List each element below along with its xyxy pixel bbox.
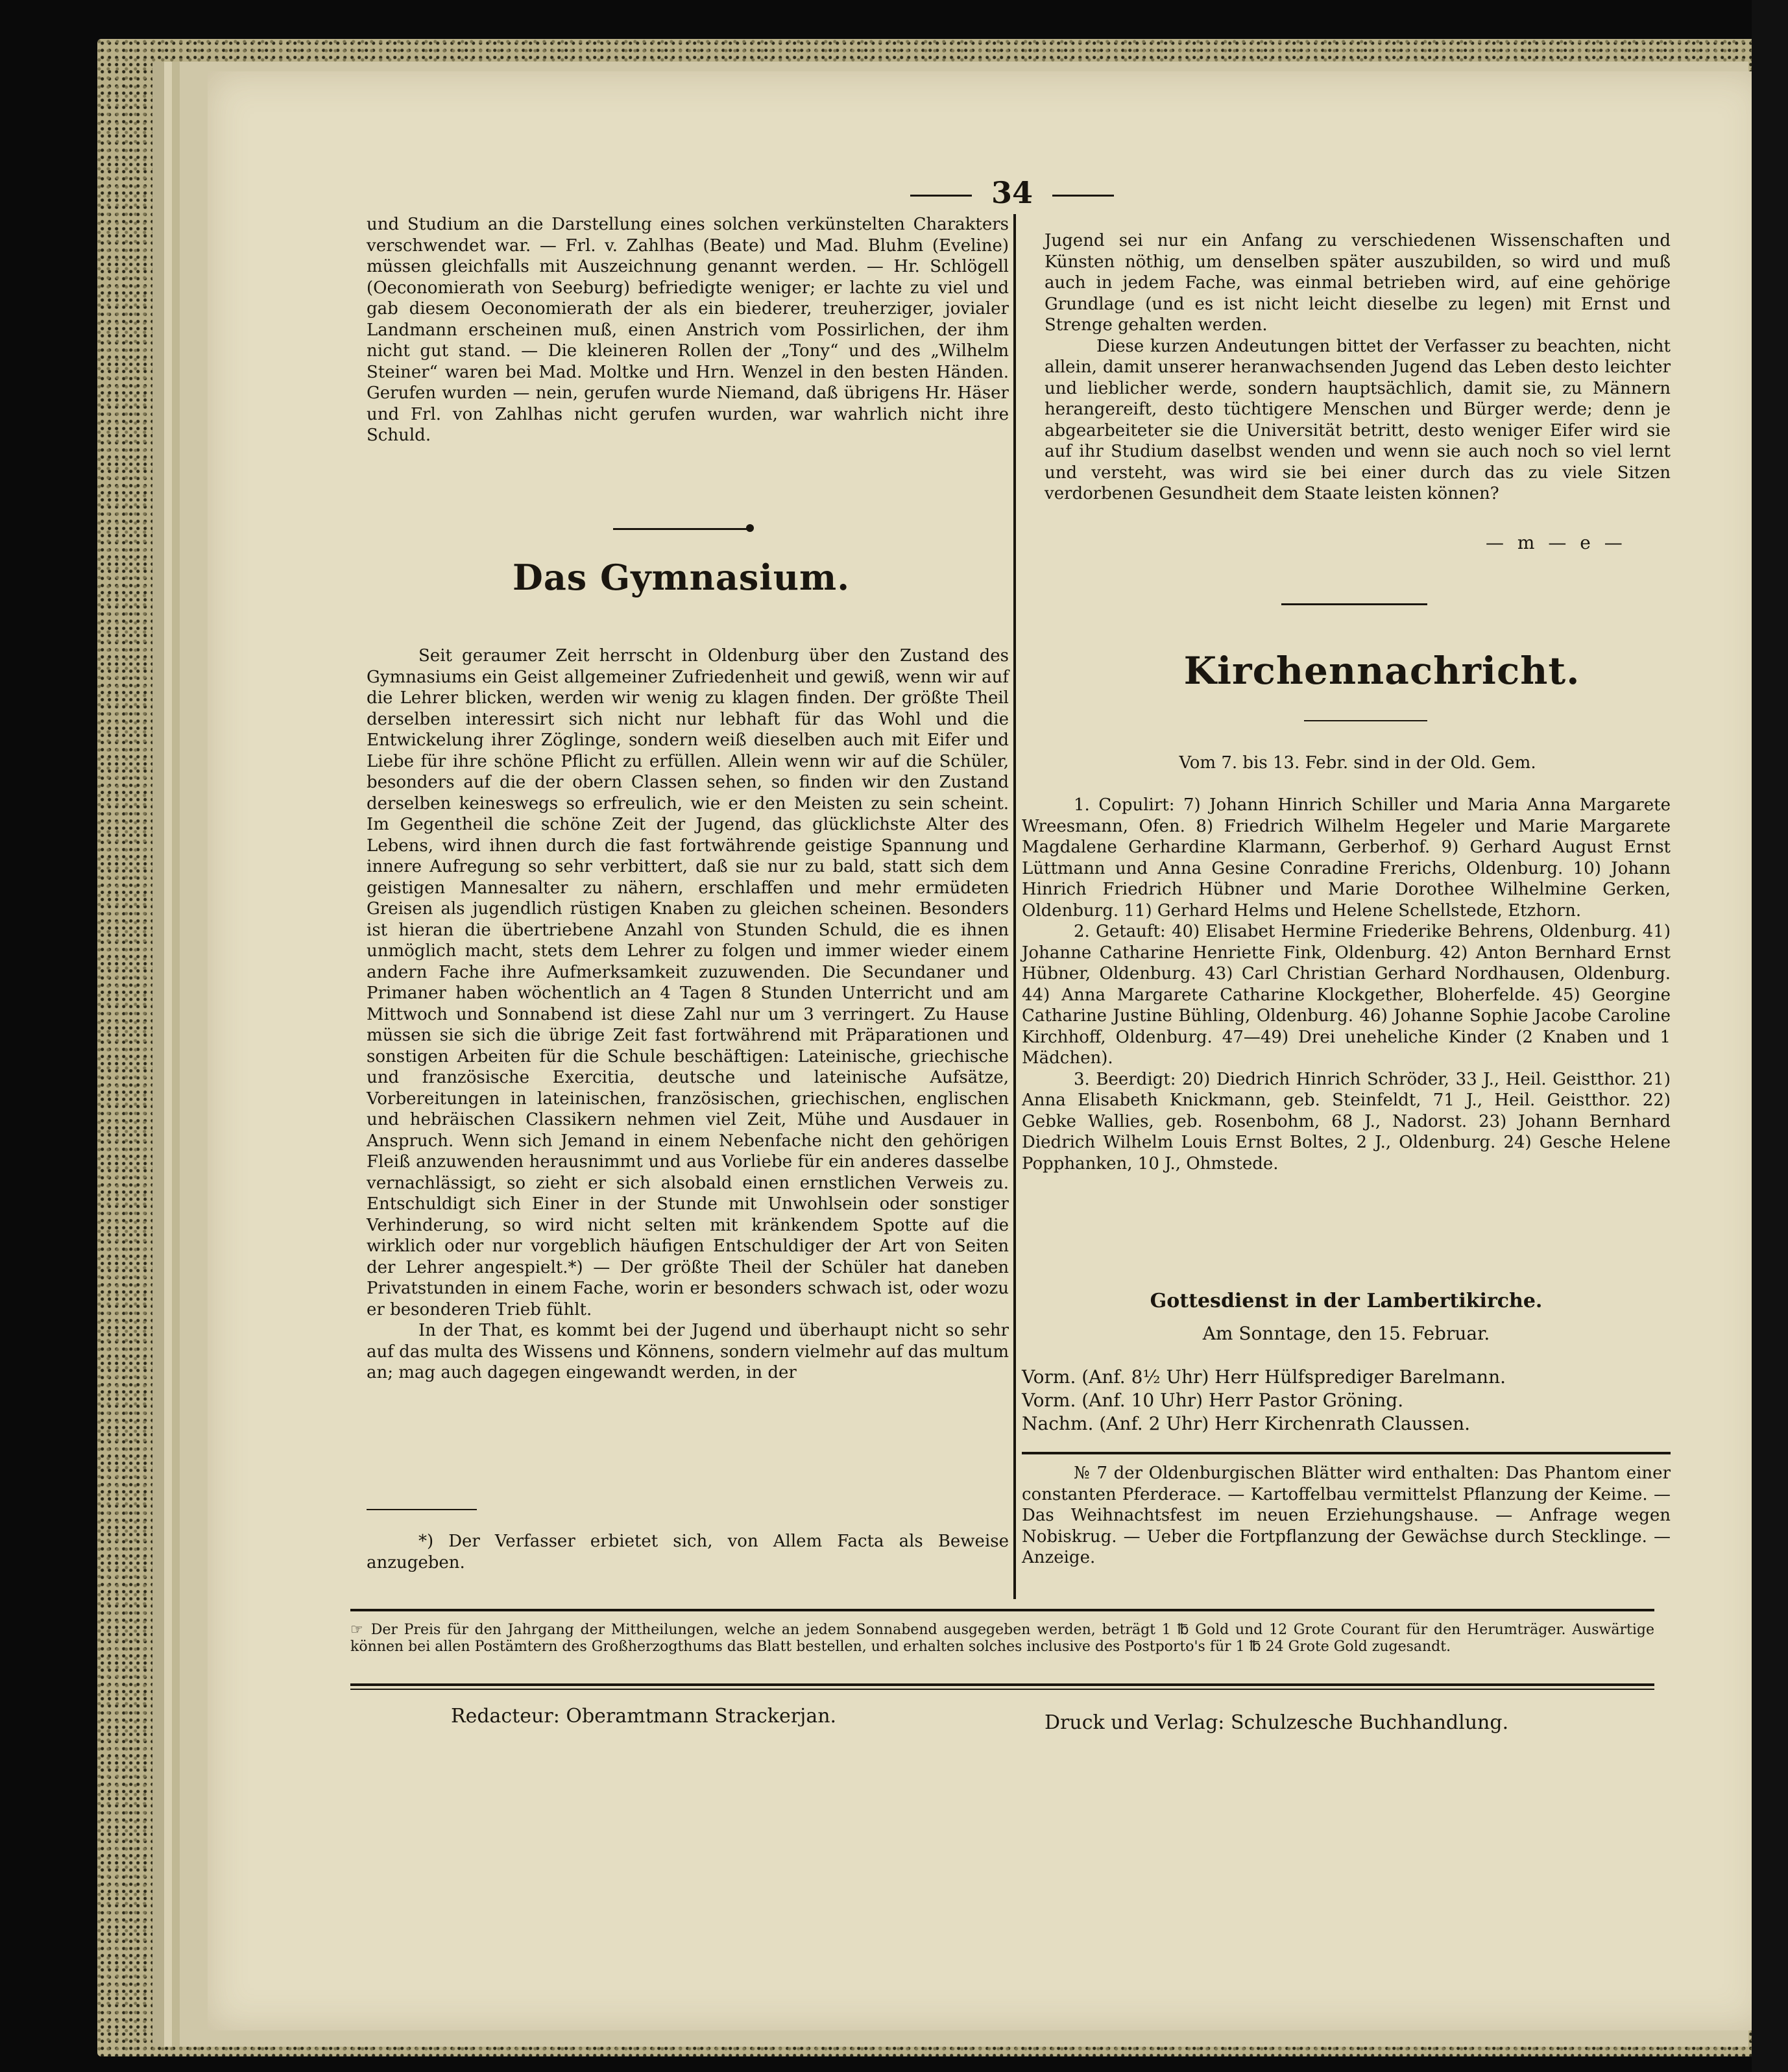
dash-left — [910, 195, 972, 197]
column-divider — [1013, 214, 1016, 1599]
gottesdienst-date: Am Sonntage, den 15. Februar. — [1202, 1323, 1490, 1344]
service-3: Nachm. (Anf. 2 Uhr) Herr Kirchenrath Claussen. — [1022, 1413, 1471, 1434]
gymnasium-paragraph-3: Diese kurzen Andeutungen bittet der Verfasser zu beachten, nicht allein, damit unserer heranwachsenden Jugend das Leben desto leichter und lieblicher werde, sondern hauptsächlich, damit sie, zu Männern herangereift, desto tüchtigere Menschen und Bürger werde; denn je abgearbeiteter sie die Universität betritt, desto weniger Eifer wird sie auf ihr Studium daselbst wenden und wenn sie auch noch so viel lernt und versteht, was wird sie bei einer durch das zu viele Sitzen verdorbenen Gesundheit dem Staate leisten können? — [1045, 336, 1671, 503]
gymnasium-paragraph-1: Seit geraumer Zeit herrscht in Oldenburg über den Zustand des Gymnasiums ein Geist allgemeiner Zufriedenheit und gewiß, wenn wir auf die Lehrer blicken, werden wir wenig zu klagen finden. Der größte Theil derselben interessirt sich nicht nur lebhaft für das Wohl und die Entwickelung ihrer Zöglinge, sondern weiß dieselben auch mit Eifer und Liebe für ihre schöne Pflicht zu erfüllen. Allein wenn wir auf die Schüler, besonders auf die der obern Classen sehen, so finden wir den Zustand derselben keineswegs so erfreulich, wie er den Meisten zu sein scheint. Im Gegentheil die schöne Zeit der Jugend, das glücklichste Alter des Lebens, wird ihnen durch die fast fortwährende geistige Spannung und innere Aufregung so sehr verbittert, daß sie nur zu bald, statt sich dem geistigen Mannesalter zu nähern, erschlaffen und mehr ermüdeten Greisen als jugendlich rüstigen Knaben zu gleichen scheinen. Besonders ist hieran die übertriebene Anzahl von Stunden Schuld, die es ihnen unmöglich macht, stets dem Lehrer zu folgen und immer wieder einem andern Fache ihre Aufmerksamkeit zuzuwenden. Die Secundaner und Primaner haben wöchentlich an 4 Tagen 8 Stunden Unterricht und am Mittwoch und Sonnabend ist diese Zahl nur um 3 verringert. Zu Hause müssen sie sich die übrige Zeit fast fortwährend mit Präparationen und sonstigen Arbeiten für die Schule beschäftigen: Lateinische, griechische und französische Exercitia, deutsche und lateinische Aufsätze, Vorbereitungen in lateinischen, französischen, griechischen, englischen und hebräischen Classikern nehmen viel Zeit, Mühe und Ausdauer in Anspruch. Wenn sich Jemand in einem Nebenfache nicht den gehörigen Fleiß anzuwenden herausnimmt und aus Vorliebe für ein anderes dasselbe vernachlässigt, so zieht er sich alsobald einen ernstlichen Verweis zu. Entschuldigt sich Einer in der Stunde mit Unwohlsein oder sonstiger Verhinderung, so wird nicht selten mit kränkendem Spotte auf die wirklich oder nur vorgeblich häufigen Entschuldiger der Art von Seiten der Lehrer angespielt.*) — Der größte Theil der Schüler hat daneben Privatstunden in einem Fache, worin er besonders schwach ist, oder wozu er besonderen Trieb fühlt. — [367, 646, 1009, 1319]
footnote-text: *) Der Verfasser erbietet sich, von Allem Facta als Beweise anzugeben. — [367, 1532, 1009, 1572]
kirchen-entries — [1022, 795, 1671, 1174]
gottesdienst-title: Gottesdienst in der Lambertikirche. — [1150, 1290, 1543, 1312]
theatre-review-end — [367, 214, 1009, 446]
getauft-entry: 2. Getauft: 40) Elisabet Hermine Friederike Behrens, Oldenburg. 41) Johanne Catharine Henriette Fink, Oldenburg. 42) Anton Bernhard Ernst Hübner, Oldenburg. 43) Carl Christian Gerhard Nordhausen, Oldenburg. 44) Anna Margarete Catharine Klockgether, Bloherfelde. 45) Georgine Catharine Justine Bühling, Oldenburg. 46) Johanne Sophie Jacobe Caroline Kirchhoff, Oldenburg. 47—49) Drei uneheliche Kinder (2 Knaben und 1 Mädchen). — [1022, 922, 1671, 1068]
gymnasium-continuation-text: Jugend sei nur ein Anfang zu verschiedenen Wissenschaften und Künsten nöthig, um denselben später auszubilden, so wird und muß auch in jedem Fache, was einmal betrieben wird, auf eine gehörige Grundlage (und es ist nicht leicht dieselbe zu legen) mit Ernst und Strenge gehalten werden. — [1045, 231, 1671, 335]
copulirt-entry: 1. Copulirt: 7) Johann Hinrich Schiller und Maria Anna Margarete Wreesmann, Ofen. 8) Friedrich Wilhelm Hegeler und Marie Margarete Magdalene Gerhardine Klarmann, Gerberhof. 9) Gerhard August Ernst Lüttmann und Anna Gesine Conradine Frerichs, Oldenburg. 10) Johann Hinrich Friedrich Hübner und Marie Dorothee Wilhelmine Gerken, Oldenburg. 11) Gerhard Helms und Helene Schellstede, Etzhorn. — [1022, 795, 1671, 921]
separator-rule — [613, 528, 749, 530]
pointing-hand-icon: ☞ — [350, 1622, 363, 1638]
page-number-row — [882, 175, 1142, 210]
price-notice-text: Der Preis für den Jahrgang der Mittheilungen, welche an jedem Sonnabend ausgegeben werden, beträgt 1 ℔ Gold und 12 Grote Courant für den Herumträger. Auswärtige können bei allen Postämtern des Großherzogthums das Blatt bestellen, und erhalten solches inclusive des Postporto's für 1 ℔ 24 Grote Gold zugesandt. — [350, 1622, 1654, 1655]
theatre-review-text: und Studium an die Darstellung eines solchen verkünstelten Charakters verschwendet war. — Frl. v. Zahlhas (Beate) und Mad. Bluhm (Eveline) müssen gleichfalls mit Auszeichnung genannt werden. — Hr. Schlögell (Oeconomierath von Seeburg) befriedigte weniger; er lachte zu viel und gab diesem Oeconomierath der als ein biederer, treuherziger, jovialer Landmann erscheinen muß, einen Anstrich vom Possirlichen, der ihm nicht gut stand. — Die kleineren Rollen der „Tony“ und des „Wilhelm Steiner“ waren bei Mad. Moltke und Hrn. Wenzel in den besten Händen. Gerufen wurden — nein, gerufen wurde Niemand, daß übrigens Hr. Häser und Frl. von Zahlhas nicht gerufen wurden, war wahrlich nicht ihre Schuld. — [367, 215, 1009, 445]
bottom-rule-double-1 — [350, 1683, 1654, 1686]
gymnasium-title: Das Gymnasium. — [512, 557, 850, 598]
service-2: Vorm. (Anf. 10 Uhr) Herr Pastor Gröning. — [1022, 1390, 1404, 1411]
kirchen-intro-text: Vom 7. bis 13. Febr. sind in der Old. Gem. — [1179, 753, 1536, 773]
separator-rule-kirchen — [1304, 720, 1427, 721]
kirchen-intro — [1045, 753, 1671, 774]
price-notice — [350, 1622, 1654, 1656]
dash-right — [1052, 195, 1114, 197]
gymnasium-paragraph-2: In der That, es kommt bei der Jugend und überhaupt nicht so sehr auf das multa des Wissens und Könnens, sondern vielmehr auf das multum an; mag auch dagegen eingewandt werden, in der — [367, 1321, 1009, 1382]
bottom-rule-double-2 — [350, 1689, 1654, 1690]
gymnasium-continuation — [1045, 230, 1671, 505]
next-issue — [1022, 1463, 1671, 1569]
book-gutter — [1752, 0, 1788, 2072]
author-signature: — m — e — — [1486, 532, 1626, 553]
publisher-line: Druck und Verlag: Schulzesche Buchhandlung. — [1045, 1711, 1509, 1734]
separator-rule-next-issue — [1022, 1452, 1671, 1454]
next-issue-text: № 7 der Oldenburgischen Blätter wird enthalten: Das Phantom einer constanten Pferderace. — Kartoffelbau vermittelst Pflanzung der Keime. — Das Weihnachtsfest im neuen Erziehungshause. — Anfrage wegen Nobiskrug. — Ueber die Fortpflanzung der Gewächse durch Stecklinge. — Anzeige. — [1022, 1464, 1671, 1567]
gymnasium-article — [367, 645, 1009, 1384]
service-list — [1022, 1366, 1671, 1436]
page-number: 34 — [991, 175, 1033, 210]
separator-dot — [746, 524, 754, 532]
footnote-rule — [367, 1509, 477, 1510]
kirchen-title: Kirchennachricht. — [1183, 649, 1580, 693]
separator-rule-right — [1281, 603, 1427, 605]
footnote — [367, 1531, 1009, 1573]
editor-line: Redacteur: Oberamtmann Strackerjan. — [451, 1705, 837, 1728]
bottom-rule-top — [350, 1609, 1654, 1611]
service-1: Vorm. (Anf. 8½ Uhr) Herr Hülfsprediger Barelmann. — [1022, 1366, 1506, 1388]
beerdigt-entry: 3. Beerdigt: 20) Diedrich Hinrich Schröder, 33 J., Heil. Geistthor. 21) Anna Elisabeth Knickmann, geb. Steinfeldt, 71 J., Heil. Geistthor. 22) Gebke Wallies, geb. Rosenbohm, 68 J., Nadorst. 23) Johann Bernhard Diedrich Wilhelm Louis Ernst Boltes, 2 J., Oldenburg. 24) Gesche Helene Popphanken, 10 J., Ohmstede. — [1022, 1069, 1671, 1174]
